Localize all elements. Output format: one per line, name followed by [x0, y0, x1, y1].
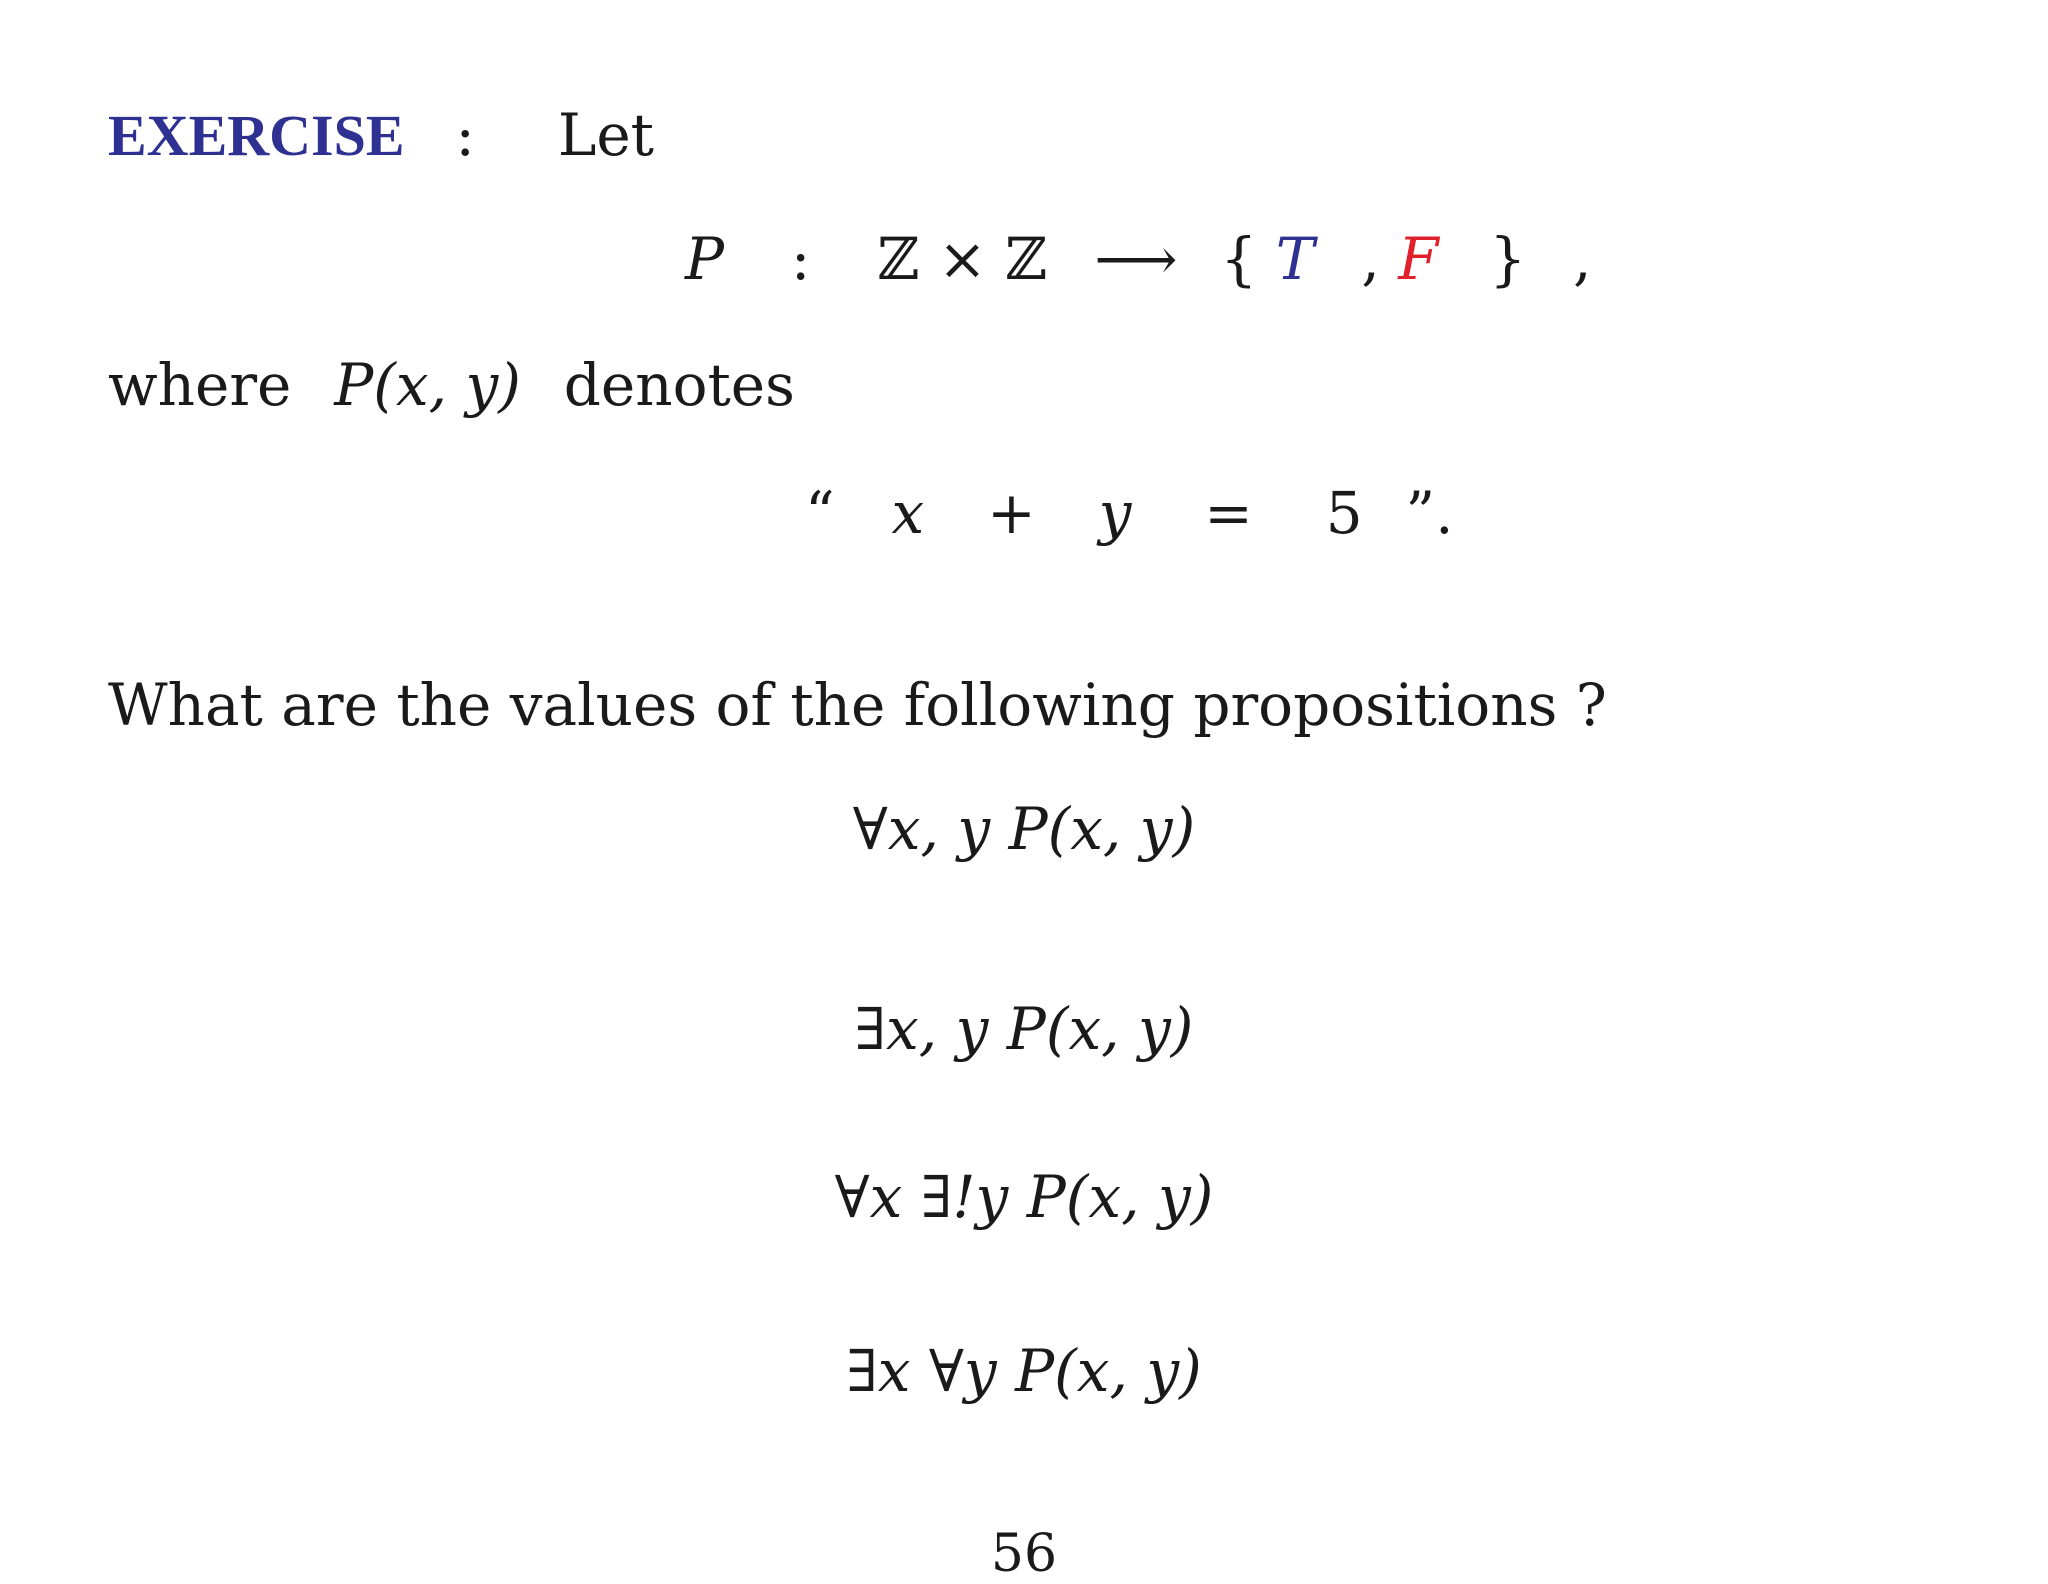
- mapping-predicate: P: [685, 225, 725, 293]
- exercise-lead-word: Let: [557, 101, 654, 169]
- where-math: P(x, y): [334, 351, 521, 419]
- proposition-1: ∀x, y P(x, y): [852, 795, 1196, 863]
- domain-left: ℤ: [877, 225, 920, 293]
- value-separator: ,: [1361, 225, 1380, 293]
- close-quote: ”.: [1405, 479, 1454, 547]
- open-brace: {: [1220, 225, 1258, 293]
- page-number: 56: [990, 1524, 1058, 1584]
- true-value: T: [1275, 225, 1315, 293]
- where-suffix: denotes: [563, 351, 795, 419]
- equals-symbol: =: [1204, 479, 1253, 547]
- statement-y: y: [1098, 479, 1132, 547]
- proposition-2: ∃x, y P(x, y): [854, 995, 1194, 1063]
- where-prefix: where: [108, 351, 292, 419]
- exercise-heading-colon: :: [455, 101, 475, 169]
- mapping-formula: [685, 225, 1592, 293]
- statement-five: 5: [1325, 479, 1363, 547]
- mapping-colon: :: [790, 225, 811, 293]
- question-text: What are the values of the following propositions ?: [108, 671, 1607, 739]
- close-brace: }: [1489, 225, 1527, 293]
- statement-formula: [805, 479, 1454, 547]
- exercise-heading-line: [108, 101, 654, 169]
- open-quote: “: [805, 479, 835, 547]
- domain-right: ℤ: [1005, 225, 1048, 293]
- statement-x: x: [891, 479, 925, 547]
- proposition-4: ∃x ∀y P(x, y): [846, 1337, 1202, 1405]
- proposition-3: ∀x ∃!y P(x, y): [834, 1163, 1214, 1231]
- false-value: F: [1398, 225, 1439, 293]
- mapping-trailing-comma: ,: [1573, 225, 1592, 293]
- times-symbol: ×: [938, 225, 987, 293]
- exercise-heading: EXERCISE: [108, 103, 405, 168]
- plus-symbol: +: [987, 479, 1036, 547]
- arrow-symbol: ⟶: [1094, 225, 1178, 293]
- where-line: [108, 351, 795, 419]
